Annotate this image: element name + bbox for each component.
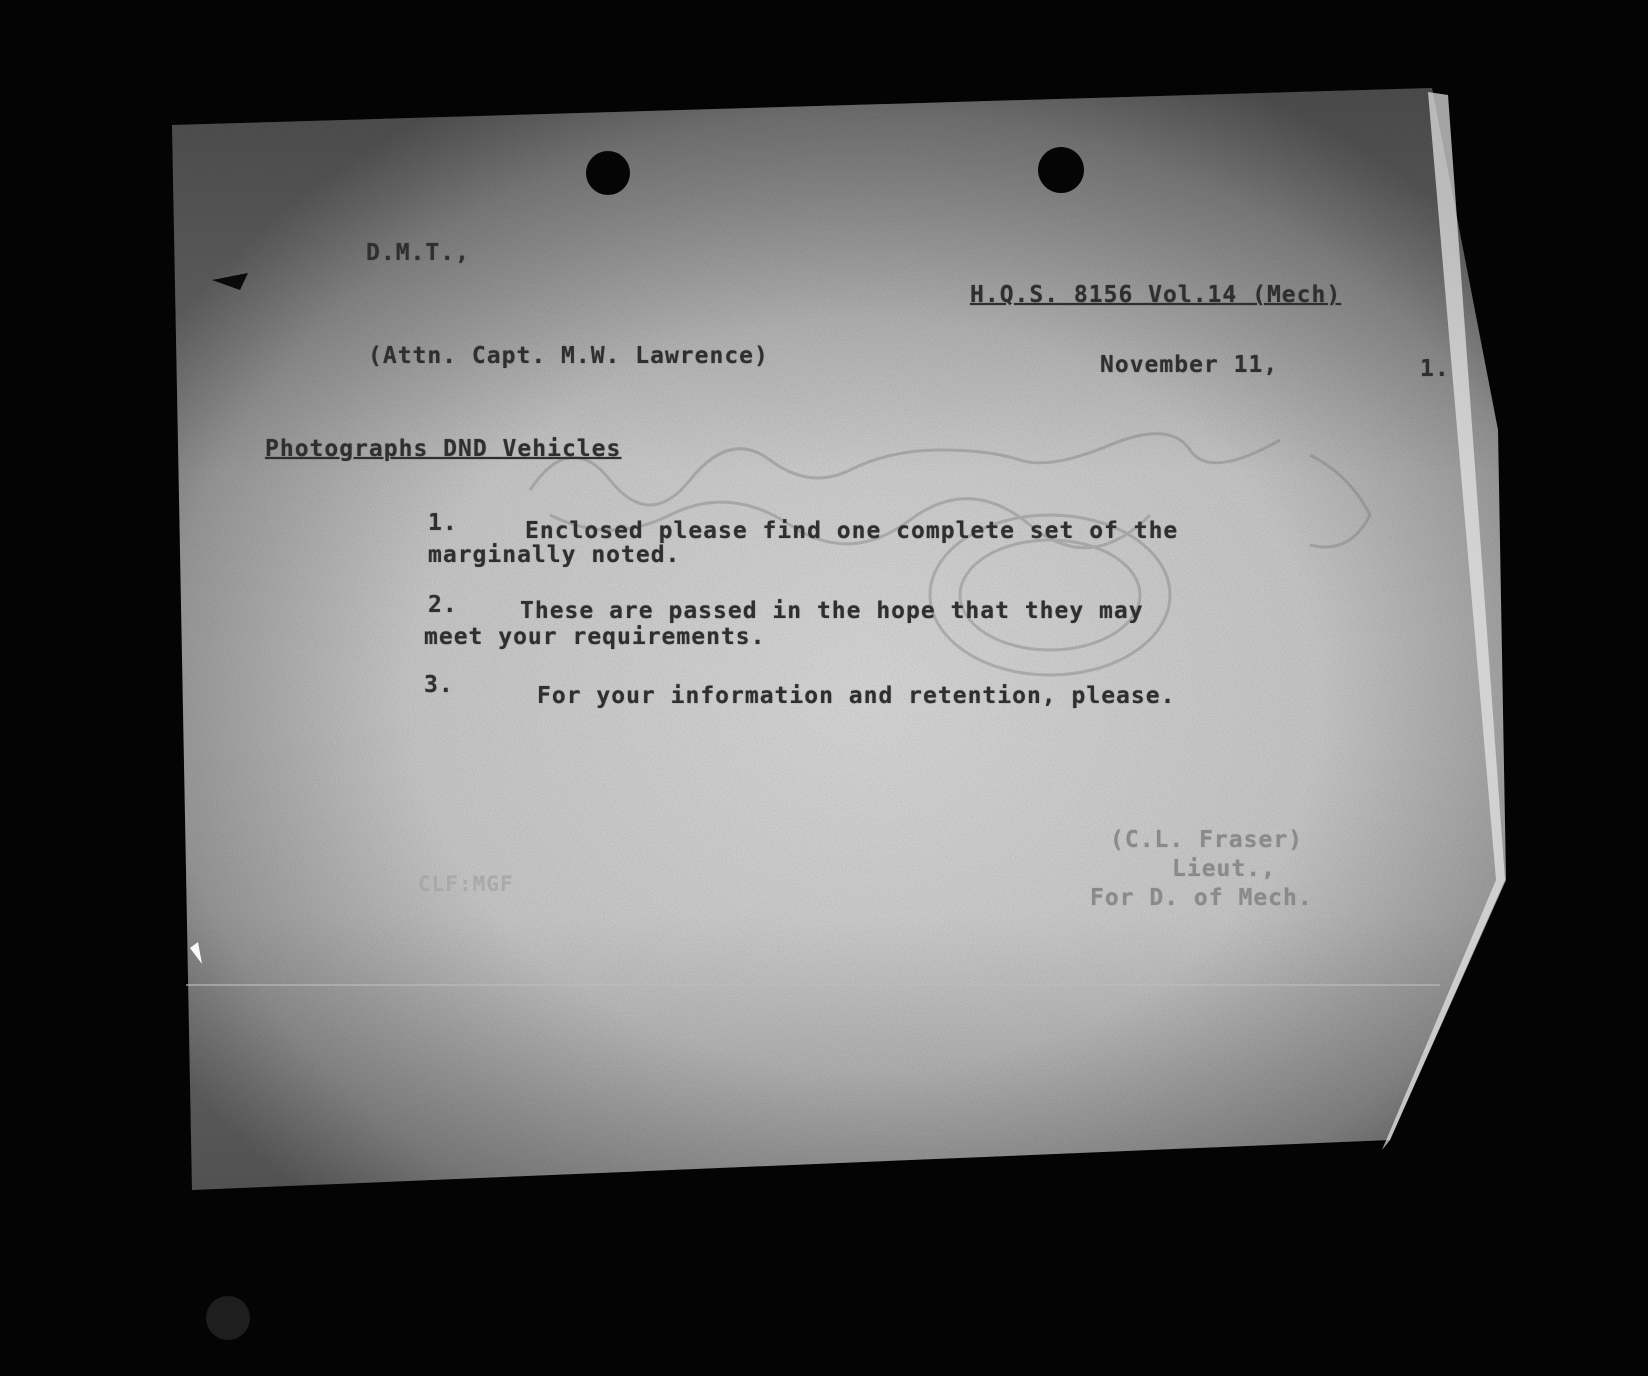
- date-month-day: November 11,: [1100, 352, 1279, 378]
- punch-hole-left: [586, 151, 630, 195]
- signature-rank: Lieut.,: [1172, 856, 1276, 882]
- paragraph-text-line: meet your requirements.: [424, 624, 766, 650]
- paragraph-text-line: Enclosed please find one complete set of the: [525, 518, 1179, 544]
- addressee: D.M.T.,: [366, 240, 470, 266]
- paragraph-number: 2.: [428, 592, 458, 618]
- paragraph-number: 1.: [428, 510, 458, 536]
- paragraph-text-line: For your information and retention, please.: [537, 683, 1176, 709]
- date-year-fragment: 1.: [1420, 356, 1450, 382]
- signature-name: (C.L. Fraser): [1110, 827, 1304, 853]
- paragraph-text-line: marginally noted.: [428, 542, 681, 568]
- signature-authority: For D. of Mech.: [1090, 885, 1313, 911]
- punch-hole-right: [1038, 147, 1084, 193]
- reference-initials: CLF:MGF: [418, 872, 514, 896]
- attention-line: (Attn. Capt. M.W. Lawrence): [368, 343, 769, 369]
- subject-line: Photographs DND Vehicles: [265, 436, 622, 462]
- file-reference: H.Q.S. 8156 Vol.14 (Mech): [970, 282, 1342, 308]
- paragraph-text-line: These are passed in the hope that they may: [520, 598, 1144, 624]
- paragraph-number: 3.: [424, 672, 454, 698]
